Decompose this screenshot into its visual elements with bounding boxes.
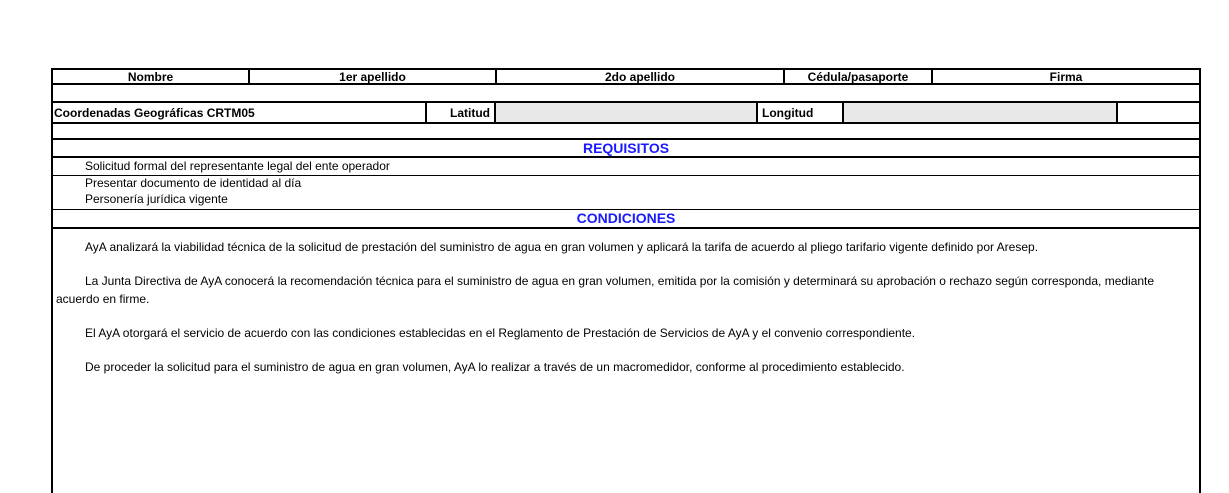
condicion-paragraph: AyA analizará la viabilidad técnica de la solicitud de prestación del suministro de agua en gran volumen y aplicará la tarifa de acuerdo al pliego tarifario vigente definido por Aresep. xyxy=(85,240,1039,254)
condicion-paragraph: El AyA otorgará el servicio de acuerdo con las condiciones establecidas en el Reglamento de Prestación de Servicios de AyA y el convenio correspondiente. xyxy=(85,326,916,340)
latitud-label: Latitud xyxy=(450,105,490,120)
request-form xyxy=(51,68,1201,493)
coordinates-row xyxy=(53,103,1199,124)
requisito-item: Solicitud formal del representante legal del ente operador xyxy=(53,158,1199,176)
col-1er-apellido: 1er apellido xyxy=(339,69,406,84)
condiciones-heading: CONDICIONES xyxy=(53,210,1199,229)
col-nombre: Nombre xyxy=(127,69,174,84)
condiciones-body xyxy=(53,229,1199,376)
requisito-item: Presentar documento de identidad al día xyxy=(85,176,302,190)
requisitos-heading: REQUISITOS xyxy=(53,140,1199,158)
latitud-field[interactable] xyxy=(496,103,756,122)
applicant-header-row xyxy=(53,70,1199,85)
requisito-item: Personería jurídica vigente xyxy=(53,192,1199,210)
condicion-paragraph: De proceder la solicitud para el suministro de agua en gran volumen, AyA lo realizar a través de un macromedidor, conforme al procedimiento establecido. xyxy=(85,360,905,374)
col-firma: Firma xyxy=(1049,69,1083,84)
coordinates-label: Coordenadas Geográficas CRTM05 xyxy=(54,105,255,120)
col-cedula: Cédula/pasaporte xyxy=(807,69,909,84)
condicion-paragraph: La Junta Directiva de AyA conocerá la recomendación técnica para el suministro de agua en gran volumen, emitida por la comisión y determinará su aprobación o rechazo según corresponda, mediante acuerdo en firme. xyxy=(56,274,1155,306)
blank-row xyxy=(53,85,1199,103)
longitud-label: Longitud xyxy=(762,105,814,120)
col-2do-apellido: 2do apellido xyxy=(604,69,675,84)
blank-row-2 xyxy=(53,124,1199,140)
longitud-field[interactable] xyxy=(844,103,1116,122)
